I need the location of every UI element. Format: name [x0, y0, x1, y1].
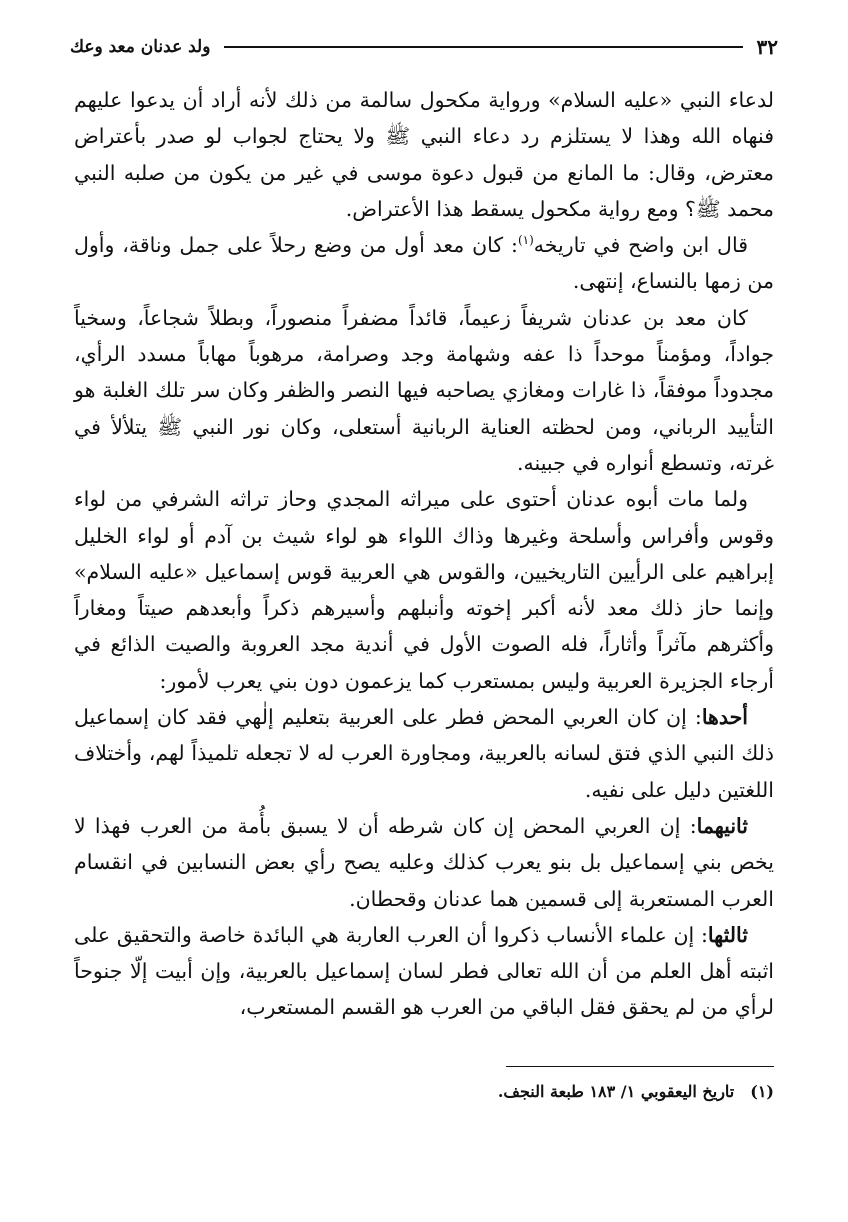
- reason-label-second: ثانيهما: [696, 813, 748, 838]
- reason-label-third: ثالثها: [707, 922, 748, 947]
- footnote-marker[interactable]: (١): [517, 233, 534, 248]
- paragraph-2: [74, 227, 774, 300]
- reason-text-second: : إن العربي المحض إن كان شرطه أن لا يسبق بأُمة من العرب فهذا لا يخص بني إسماعيل بل بنو يعرب كذلك وعليه يصح رأي بعض النسابين في انقسام العرب المستعربة إلى قسمين هما عدنان وقحطان.: [74, 813, 774, 911]
- footnote-number: (١): [750, 1082, 774, 1101]
- paragraph-4: ولما مات أبوه عدنان أحتوى على ميراثه المجدي وحاز تراثه الشرفي من لواء وقوس وأفراس وأسلحة وغيرها وذاك اللواء هو لواء شيث بن آدم أو لواء الخليل إبراهيم على الرأيين التاريخيين، والقوس هي العربية قوس إسماعيل «عليه السلام» وإنما حاز ذلك معد لأنه أكبر إخوته وأنبلهم وأسيرهم ذكراً وأبعدهم صيتاً ومغاراً وأكثرهم مآثراً وأثاراً، فله الصوت الأول في أندية مجد العروبة والصيت الذائع في أرجاء الجزيرة العربية وليس بمستعرب كما يزعمون دون بني يعرب لأمور:: [74, 487, 774, 693]
- body-text: [74, 82, 774, 1026]
- reason-text-third: : إن علماء الأنساب ذكروا أن العرب العاربة هي البائدة خاصة والتحقيق على اثبته أهل العلم من أن الله تعالى فطر لسان إسماعيل بالعربية، وإن أبيت إلّا جنوحاً لرأي من لم يحقق فقل الباقي من العرب هو القسم المستعرب،: [74, 922, 774, 1020]
- footnote: [74, 1078, 774, 1106]
- header-rule: [224, 46, 742, 48]
- footnote-rule: [506, 1066, 774, 1067]
- footnote-text: تاريخ اليعقوبي ١/ ١٨٣ طبعة النجف.: [497, 1082, 735, 1101]
- reason-label-first: أحدها: [701, 705, 748, 730]
- paragraph-third-reason: [74, 917, 774, 1026]
- reason-text-first: : إن كان العربي المحض فطر على العربية بتعليم إلٰهي فقد كان إسماعيل ذلك النبي الذي فتق لسانه بالعربية، ومجاورة العرب له لا تجعله تلميذاً لهم، وأختلاف اللغتين دليل على نفيه.: [74, 705, 774, 802]
- paragraph-first-reason: [74, 699, 774, 808]
- paragraph-3: كان معد بن عدنان شريفاً زعيماً، قائداً مضفراً منصوراً، وبطلاً شجاعاً، وسخياً جواداً، ومؤمناً موحداً ذا عفه وشهامة وجد وصرامة، مرهوباً مهاباً مسدد الرأي، مجدوداً موفقاً، ذا غارات ومغازي يصاحبه فيها النصر والظفر وكان سر تلك الغلبة هو التأييد الرباني، ومن لحظته العناية الربانية أستعلى، وكان نور النبي ﷺ يتلألأ في غرته، وتسطع أنواره في جبينه.: [74, 305, 774, 475]
- paragraph-2-text-b: : كان معد أول من وضع رحلاً على جمل وناقة، وأول من زمها بالنساع، إنتهى.: [74, 233, 774, 294]
- paragraph-2-text-a: قال ابن واضح في تاريخه: [533, 233, 748, 258]
- page-header: [70, 32, 778, 62]
- paragraph-1: لدعاء النبي «عليه السلام» ورواية مكحول سالمة من ذلك لأنه أراد أن يدعوا عليهم فنهاه الله وهذا لا يستلزم رد دعاء النبي ﷺ ولا يحتاج لجواب لو صدر بأعتراض معترض، وقال: ما المانع من قبول دعوة موسى في غير من يكون من صلبه النبي محمد ﷺ؟ ومع رواية مكحول يسقط هذا الأعتراض.: [74, 88, 774, 221]
- paragraph-second-reason: [74, 808, 774, 917]
- page-number: ٣٢: [756, 35, 778, 59]
- running-title: ولد عدنان معد وعك: [70, 37, 211, 57]
